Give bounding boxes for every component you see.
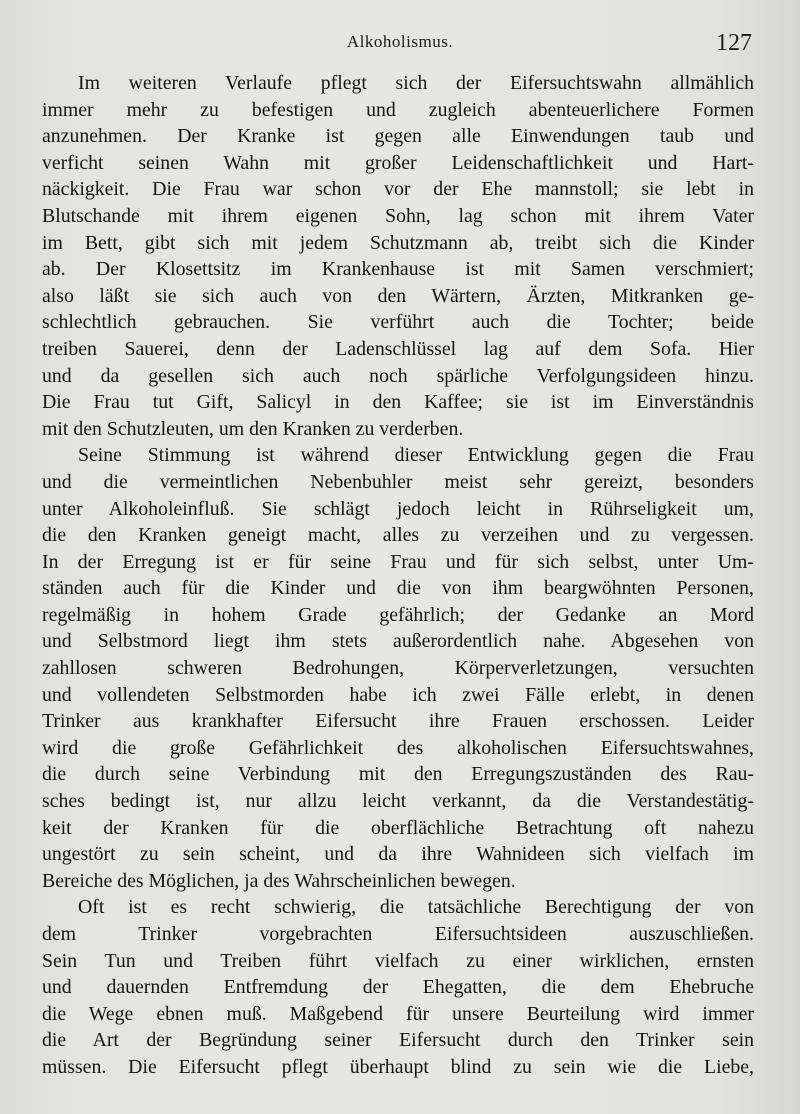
text-line: keit der Kranken für die oberflächliche Betrachtung oft nahezu: [42, 816, 754, 839]
text-line: Die Frau tut Gift, Salicyl in den Kaffee; sie ist im Einverständnis: [42, 391, 754, 414]
text-line: und dauernden Entfremdung der Ehegatten, die dem Ehebruche: [42, 976, 754, 999]
text-line: In der Erregung ist er für seine Frau und für sich selbst, unter Um-: [42, 550, 754, 573]
text-line: dem Trinker vorgebrachten Eifersuchtsideen auszuschließen.: [42, 923, 754, 945]
text-line: Im weiteren Verlaufe pflegt sich der Eifersuchtswahn allmählich: [78, 72, 754, 94]
paragraph: [42, 70, 754, 442]
text-line: Seine Stimmung ist während dieser Entwicklung gegen die Frau: [78, 444, 754, 467]
text-line: sches bedingt ist, nur allzu leicht verkannt, da die Verstandestätig-: [42, 790, 754, 813]
text-line: ungestört zu sein scheint, und da ihre Wahnideen sich vielfach im: [42, 843, 754, 866]
text-line: die Art der Begründung seiner Eifersucht durch den Trinker sein: [42, 1029, 754, 1052]
text-line: näckigkeit. Die Frau war schon vor der Ehe mannstoll; sie lebt in: [42, 178, 754, 201]
paragraph: [42, 442, 754, 894]
running-head: [0, 30, 800, 54]
text-line: müssen. Die Eifersucht pflegt überhaupt blind zu sein wie die Liebe,: [42, 1055, 754, 1078]
text-line: die Wege ebnen muß. Maßgebend für unsere Beurteilung wird immer: [42, 1002, 754, 1025]
text-line: Oft ist es recht schwierig, die tatsächliche Berechtigung der von: [78, 896, 754, 919]
text-line: und da gesellen sich auch noch spärliche Verfolgungsideen hinzu.: [42, 364, 754, 387]
text-line: regelmäßig in hohem Grade gefährlich; der Gedanke an Mord: [42, 603, 754, 626]
text-line: die den Kranken geneigt macht, alles zu verzeihen und zu vergessen.: [42, 524, 754, 547]
page-number: 127: [716, 30, 752, 56]
text-line: unter Alkoholeinfluß. Sie schlägt jedoch leicht in Rührseligkeit um,: [42, 497, 754, 520]
text-line: zahllosen schweren Bedrohungen, Körperverletzungen, versuchten: [42, 657, 754, 680]
text-line: und vollendeten Selbstmorden habe ich zwei Fälle erlebt, in denen: [42, 683, 754, 706]
body-text: [42, 70, 754, 1081]
text-line: ständen auch für die Kinder und die von ihm beargwöhnten Personen,: [42, 577, 754, 600]
text-line: Blutschande mit ihrem eigenen Sohn, lag schon mit ihrem Vater: [42, 204, 754, 227]
text-line: anzunehmen. Der Kranke ist gegen alle Einwendungen taub und: [42, 125, 754, 148]
text-line: ab. Der Klosettsitz im Krankenhause ist mit Samen verschmiert;: [42, 258, 754, 281]
text-line: immer mehr zu befestigen und zugleich abenteuerlichere Formen: [42, 98, 754, 121]
text-line: treiben Sauerei, denn der Ladenschlüssel lag auf dem Sofa. Hier: [42, 337, 754, 360]
text-line: Sein Tun und Treiben führt vielfach zu einer wirklichen, ernsten: [42, 949, 754, 972]
text-line: und die vermeintlichen Nebenbuhler meist sehr gereizt, besonders: [42, 470, 754, 493]
text-line: und Selbstmord liegt ihm stets außerordentlich nahe. Abgesehen von: [42, 630, 754, 653]
running-head-title: Alkoholismus.: [346, 32, 454, 51]
text-line: im Bett, gibt sich mit jedem Schutzmann ab, treibt sich die Kinder: [42, 231, 754, 254]
text-line: wird die große Gefährlichkeit des alkoholischen Eifersuchtswahnes,: [42, 736, 754, 759]
text-line: mit den Schutzleuten, um den Kranken zu verderben.: [42, 417, 464, 440]
text-line: die durch seine Verbindung mit den Erregungszuständen des Rau-: [42, 763, 754, 786]
text-line: verficht seinen Wahn mit großer Leidenschaftlichkeit und Hart-: [42, 151, 754, 174]
paragraph: [42, 894, 754, 1080]
text-line: also läßt sie sich auch von den Wärtern, Ärzten, Mitkranken ge-: [42, 284, 754, 307]
text-line: schlechtlich gebrauchen. Sie verführt auch die Tochter; beide: [42, 311, 754, 334]
text-line: Bereiche des Möglichen, ja des Wahrscheinlichen bewegen.: [42, 869, 516, 892]
text-line: Trinker aus krankhafter Eifersucht ihre Frauen erschossen. Leider: [42, 710, 754, 733]
